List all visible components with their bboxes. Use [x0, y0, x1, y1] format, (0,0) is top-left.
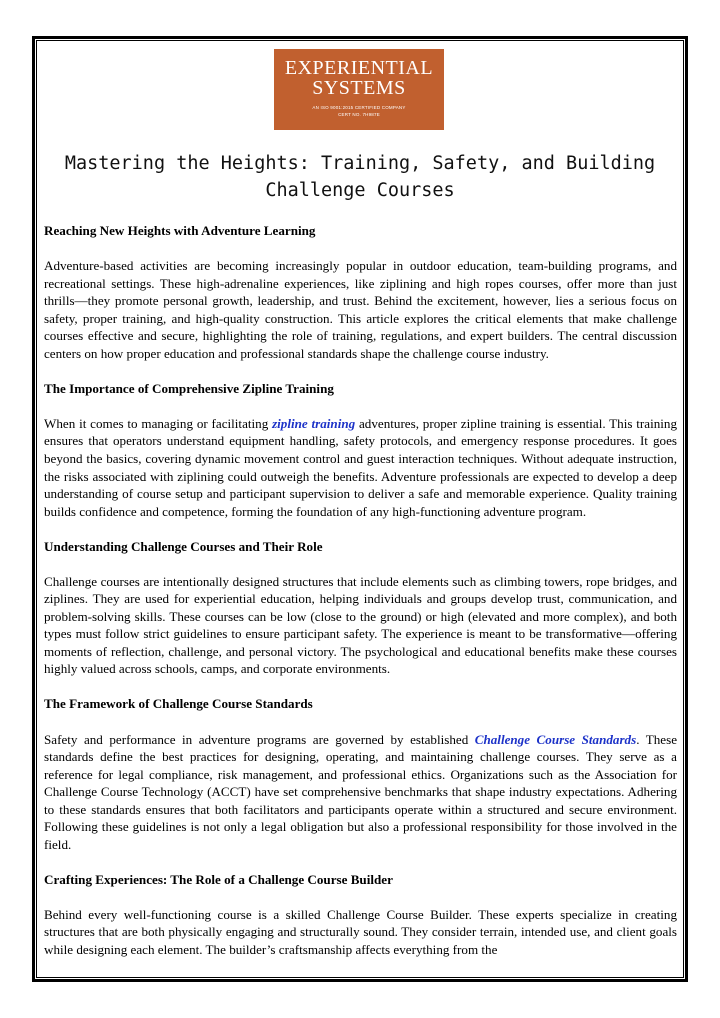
paragraph-course-builder: Behind every well-functioning course is a skilled Challenge Course Builder. These experts specialize in creating structures that are both physically engaging and structurally sound. They consider terrain, intended use, and client goals while designing each element. The builder’s craftsmanship affects everything from the	[44, 906, 677, 957]
document-title: Mastering the Heights: Training, Safety, and Building Challenge Courses	[64, 153, 656, 201]
section-heading-zipline-training: The Importance of Comprehensive Zipline Training	[44, 380, 334, 396]
logo-line-1: EXPERIENTIAL	[284, 57, 434, 79]
paragraph-course-standards	[44, 731, 677, 854]
text-segment: . These standards define the best practices for designing, operating, and maintaining challenge courses. They serve as a reference for legal compliance, risk management, and professional ethics. Organizations such as the Association for Challenge Course Technology (ACCT) have set comprehensive benchmarks that shape industry expectations. Adhering to these standards ensures that both facilitators and participants operate within a structured and secure environment. Following these guidelines is not only a legal obligation but also a professional responsibility for those involved in the field.	[44, 731, 678, 852]
section-heading-course-builder: Crafting Experiences: The Role of a Challenge Course Builder	[44, 871, 393, 887]
article-body	[44, 222, 677, 959]
section-heading-reaching-new-heights: Reaching New Heights with Adventure Learning	[44, 223, 316, 238]
text-segment: When it comes to managing or facilitating	[44, 415, 273, 431]
logo-line-2: SYSTEMS	[312, 77, 406, 99]
paragraph-challenge-courses-role: Challenge courses are intentionally designed structures that include elements such as climbing towers, rope bridges, and ziplines. They are used for experiential education, helping individuals and groups develop trust, communication, and problem-solving skills. These courses can be low (close to the ground) or high (elevated and more complex), and both types must follow strict guidelines to ensure participant safety. The experience is meant to be transformative—offering moments of reflection, challenge, and personal victory. The psychological and educational benefits make these courses highly valued across schools, camps, and corporate environments.	[44, 573, 677, 677]
logo-tagline-1: AN ISO 9001:2015 CERTIFIED COMPANY	[312, 105, 406, 110]
experiential-systems-logo	[274, 49, 444, 130]
text-segment: adventures, proper zipline training is essential. This training ensures that operators understand equipment handling, safety protocols, and emergency response procedures. It goes beyond the basics, covering dynamic movement control and guest interaction techniques. Without adequate instruction, the risks associated with ziplining could outweigh the benefits. Adventure professionals are expected to develop a deep understanding of course setup and participant supervision to deliver a safe and memorable experience. Quality training builds confidence and competence, forming the foundation of any high-functioning adventure program.	[44, 415, 677, 519]
section-heading-course-standards: The Framework of Challenge Course Standards	[44, 696, 313, 712]
logo-tagline-2: CERT NO. 7H987E	[338, 112, 380, 117]
challenge-course-standards-link[interactable]: Challenge Course Standards	[474, 731, 637, 747]
paragraph-zipline-training	[44, 415, 677, 520]
section-heading-challenge-courses-role: Understanding Challenge Courses and Their Role	[44, 538, 323, 554]
paragraph-reaching-new-heights: Adventure-based activities are becoming increasingly popular in outdoor education, team-building programs, and recreational settings. These high-adrenaline experiences, like ziplining and high ropes courses, offer more than just thrills—they promote personal growth, leadership, and trust. Behind the excitement, however, lies a serious focus on safety, proper training, and high-quality construction. This article explores the critical elements that make challenge courses effective and secure, highlighting the role of training, regulations, and expert builders. The central discussion centers on how proper education and professional standards shape the challenge course industry.	[44, 258, 677, 361]
zipline-training-link[interactable]: zipline training	[272, 415, 356, 431]
text-segment: Safety and performance in adventure programs are governed by established	[44, 731, 475, 747]
